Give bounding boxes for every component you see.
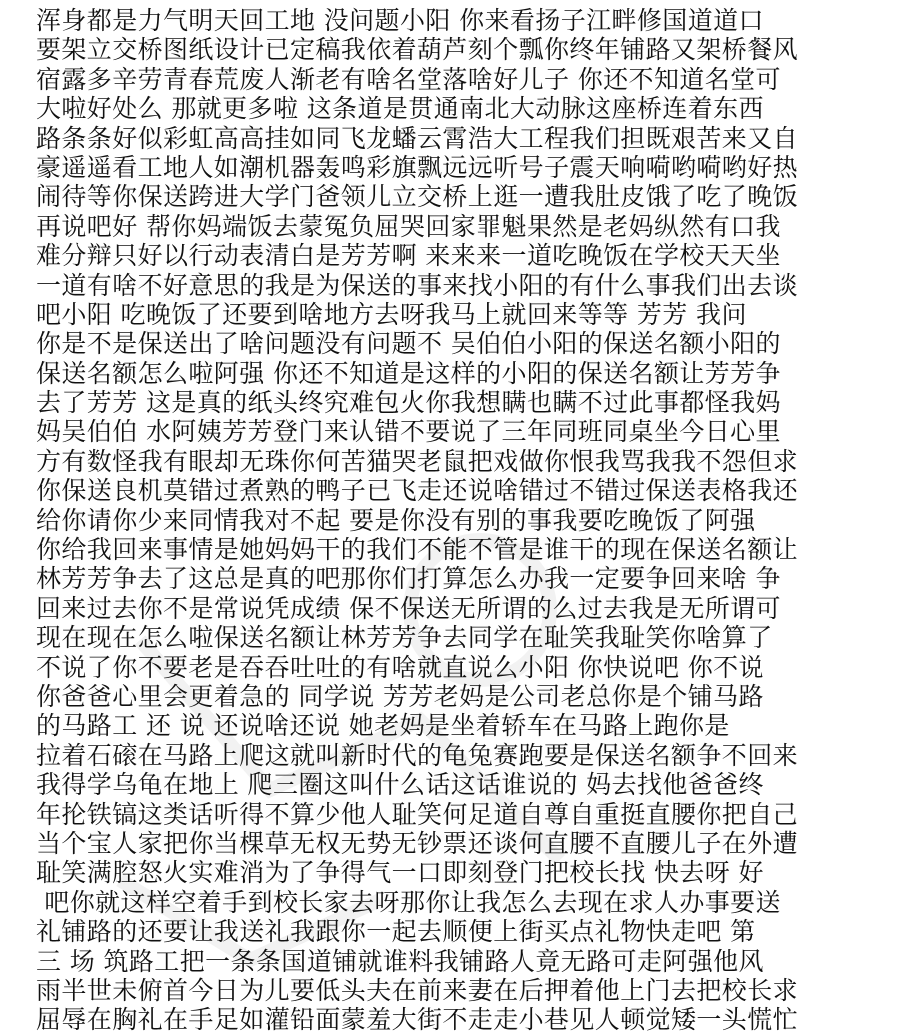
text-line-29: 当个宝人家把你当棵草无权无势无钞票还谈何直腰不直腰儿子在外遭 xyxy=(36,828,799,858)
text-line-30: 耻笑满腔怒火实难消为了争得气一口即刻登门把校长找 快去呀 好 xyxy=(36,858,764,888)
text-line-6: 豪遥遥看工地人如潮机器轰鸣彩旗飘远远听号子震天响嗬哟嗬哟好热 xyxy=(36,152,799,182)
text-line-32: 礼铺路的还要让我送礼我跟你一起去顺便上街买点礼物快走吧 第 xyxy=(36,917,756,947)
text-line-1: 浑身都是力气明天回工地 没问题小阳 你来看扬子江畔修国道道口 xyxy=(36,6,764,35)
text-line-35: 屈辱在胸礼在手足如灌铅面蒙羞大街不走走小巷见人顿觉矮一头慌忙 xyxy=(36,1005,799,1035)
text-line-15: 妈吴伯伯 水阿姨芳芳登门来认错不要说了三年同班同桌坐今日心里 xyxy=(36,417,781,447)
text-line-18: 给你请你少来同情我对不起 要是你没有别的事我要吃晚饭了阿强 xyxy=(36,505,756,535)
text-line-8: 再说吧好 帮你妈端饭去蒙冤负屈哭回家罪魁果然是老妈纵然有口我 xyxy=(36,211,781,241)
text-line-27: 我得学乌龟在地上 爬三圈这叫什么话这话谁说的 妈去找他爸爸终 xyxy=(36,770,764,800)
text-line-17: 你保送良机莫错过煮熟的鸭子已飞走还说啥错过不错过保送表格我还 xyxy=(36,476,799,506)
text-line-4: 大啦好处么 那就更多啦 这条道是贯通南北大动脉这座桥连着东西 xyxy=(36,94,764,124)
text-line-12: 你是不是保送出了啥问题没有问题不 吴伯伯小阳的保送名额小阳的 xyxy=(36,329,781,359)
text-line-24: 你爸爸心里会更着急的 同学说 芳芳老妈是公司老总你是个铺马路 xyxy=(36,681,764,711)
text-line-10: 一道有啥不好意思的我是为保送的事来找小阳的有什么事我们出去谈 xyxy=(36,270,799,300)
text-line-33: 三 场 筑路工把一条条国道铺就谁料我铺路人竟无路可走阿强他风 xyxy=(36,946,764,976)
text-line-19: 你给我回来事情是她妈妈干的我们不能不管是谁干的现在保送名额让 xyxy=(36,535,799,565)
text-line-14: 去了芳芳 这是真的纸头终究难包火你我想瞒也瞒不过此事都怪我妈 xyxy=(36,388,781,418)
text-line-31: 吧你就这样空着手到校长家去呀那你让我怎么去现在求人办事要送 xyxy=(36,887,781,917)
text-line-23: 不说了你不要老是吞吞吐吐的有啥就直说么小阳 你快说吧 你不说 xyxy=(36,652,764,682)
text-line-34: 雨半世未俯首今日为儿要低头夫在前来妻在后押着他上门去把校长求 xyxy=(36,975,799,1005)
text-line-22: 现在现在怎么啦保送名额让林芳芳争去同学在耻笑我耻笑你啥算了 xyxy=(36,623,773,653)
text-line-5: 路条条好似彩虹高高挂如同飞龙蟠云霄浩大工程我们担既艰苦来又自 xyxy=(36,123,799,153)
text-line-25: 的马路工 还 说 还说啥还说 她老妈是坐着轿车在马路上跑你是 xyxy=(36,711,730,741)
text-line-9: 难分辩只好以行动表清白是芳芳啊 来来来一道吃晚饭在学校天天坐 xyxy=(36,241,781,271)
text-line-3: 宿露多辛劳青春荒废人渐老有啥名堂落啥好儿子 你还不知道名堂可 xyxy=(36,64,781,94)
text-line-26: 拉着石磙在马路上爬这就叫新时代的龟兔赛跑要是保送名额争不回来 xyxy=(36,740,799,770)
text-line-7: 闹待等你保送跨进大学门爸领儿立交桥上逛一遭我肚皮饿了吃了晚饭 xyxy=(36,182,799,212)
text-line-13: 保送名额怎么啦阿强 你还不知道是这样的小阳的保送名额让芳芳争 xyxy=(36,358,781,388)
text-line-20: 林芳芳争去了这总是真的吧那你们打算怎么办我一定要争回来啥 争 xyxy=(36,564,781,594)
text-line-2: 要架立交桥图纸设计已定稿我依着葫芦刻个瓢你终年铺路又架桥餐风 xyxy=(36,35,799,65)
text-line-21: 回来过去你不是常说凭成绩 保不保送无所谓的么过去我是无所谓可 xyxy=(36,593,781,623)
document-text xyxy=(36,6,886,1035)
text-line-28: 年抡铁镐这类话听得不算少他人耻笑何足道自尊自重挺直腰你把自己 xyxy=(36,799,799,829)
text-line-16: 方有数怪我有眼却无珠你何苦猫哭老鼠把戏做你恨我骂我我不怨但求 xyxy=(36,446,799,476)
text-line-11: 吧小阳 吃晚饭了还要到啥地方去呀我马上就回来等等 芳芳 我问 xyxy=(36,299,747,329)
